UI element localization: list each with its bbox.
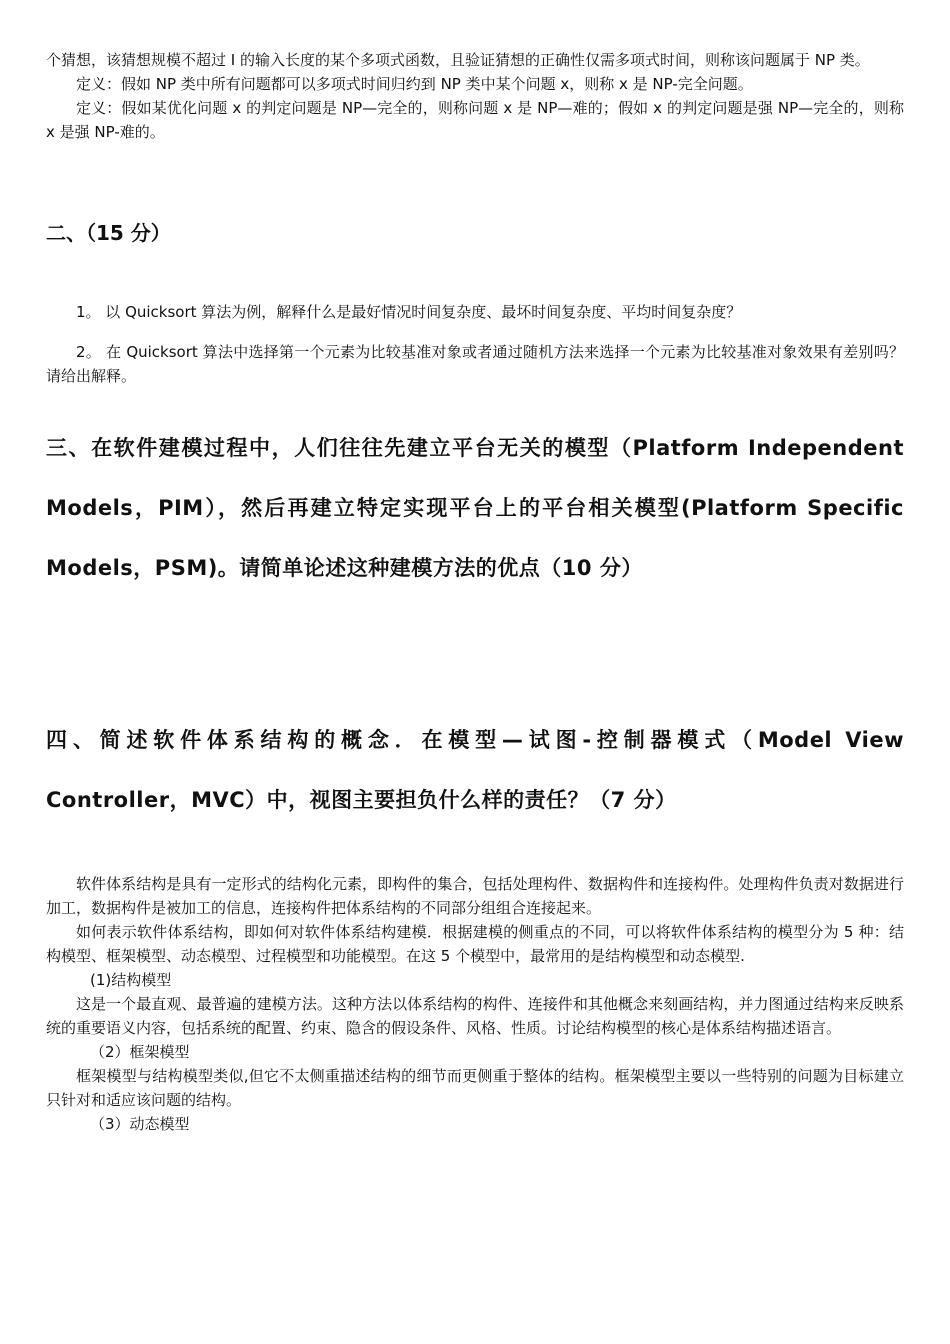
section-2-heading: 二、（15 分） [46,221,171,245]
structure-model-text: 这是一个最直观、最普遍的建模方法。这种方法以体系结构的构件、连接件和其他概念来刻画结构，并力图通过结构来反映系统的重要语义内容，包括系统的配置、约束、隐含的假设条件、风格、性质。讨论结构模型的核心是体系结构描述语言。 [46,995,904,1037]
intro-paragraph-3: 定义：假如某优化问题 x 的判定问题是 NP—完全的，则称问题 x 是 NP—难的；假如 x 的判定问题是强 NP—完全的，则称 x 是强 NP-难的。 [46,99,904,141]
section-3-heading: 三、在软件建模过程中，人们往往先建立平台无关的模型（Platform Independent Models，PIM），然后再建立特定实现平台上的平台相关模型(Platform Specific Models，PSM)。请简单论述这种建模方法的优点（10 分） [46,436,904,580]
section-4-answer-paragraph-1: 软件体系结构是具有一定形式的结构化元素，即构件的集合，包括处理构件、数据构件和连接构件。处理构件负责对数据进行加工，数据构件是被加工的信息，连接构件把体系结构的不同部分组组合连接起来。 [46,875,904,917]
structure-model-title: (1)结构模型 [90,971,172,989]
section-2-question-2: 2。 在 Quicksort 算法中选择第一个元素为比较基准对象或者通过随机方法来选择一个元素为比较基准对象效果有差别吗？请给出解释。 [46,343,904,385]
section-4-heading: 四、简述软件体系结构的概念．在模型—试图-控制器模式（Model View Controller，MVC）中，视图主要担负什么样的责任？（7 分） [46,728,904,812]
dynamic-model-title: （3）动态模型 [90,1115,190,1133]
document-page [46,48,904,1136]
framework-model-text: 框架模型与结构模型类似,但它不太侧重描述结构的细节而更侧重于整体的结构。框架模型主要以一些特别的问题为目标建立只针对和适应该问题的结构。 [46,1067,904,1109]
section-2-question-1: 1。 以 Quicksort 算法为例，解释什么是最好情况时间复杂度、最坏时间复杂度、平均时间复杂度？ [76,303,742,321]
framework-model-title: （2）框架模型 [90,1043,190,1061]
section-4-answer-paragraph-2: 如何表示软件体系结构，即如何对软件体系结构建模．根据建模的侧重点的不同，可以将软件体系结构的模型分为 5 种：结构模型、框架模型、动态模型、过程模型和功能模型。在这 5 个模型中，最常用的是结构模型和动态模型. [46,923,904,965]
intro-paragraph-1: 个猜想，该猜想规模不超过 I 的输入长度的某个多项式函数，且验证猜想的正确性仅需多项式时间，则称该问题属于 NP 类。 [46,51,870,69]
intro-paragraph-2: 定义：假如 NP 类中所有问题都可以多项式时间归约到 NP 类中某个问题 x，则称 x 是 NP-完全问题。 [76,75,753,93]
